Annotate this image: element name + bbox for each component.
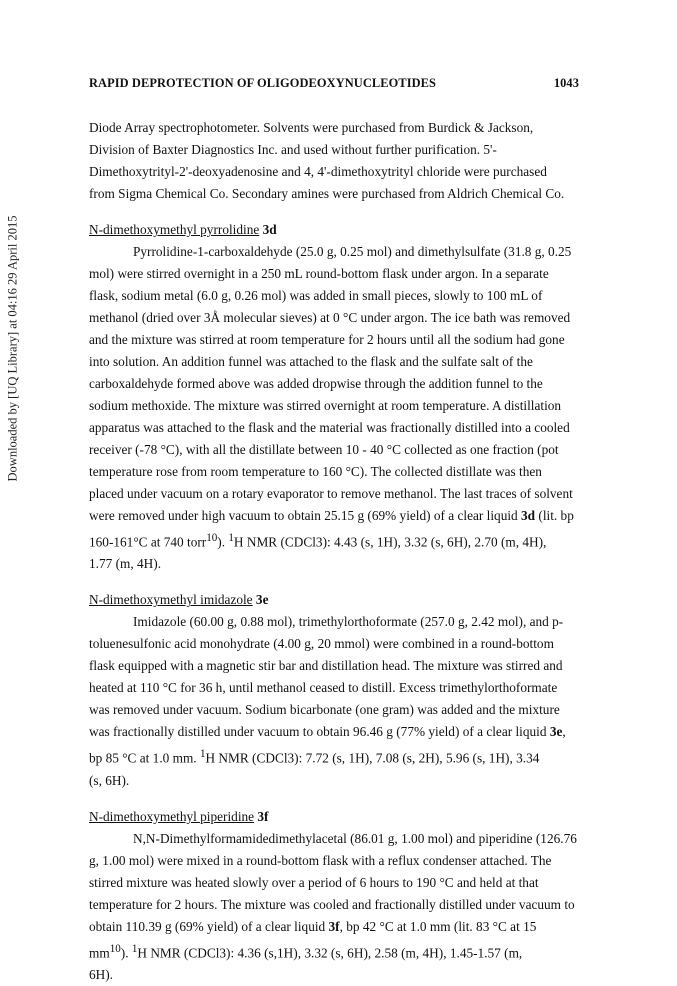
text-line: stirred mixture was heated slowly over a period of 6 hours to 190 °C and held at that bbox=[89, 874, 539, 890]
section-3f bbox=[89, 806, 591, 986]
text-run: obtain 110.39 g (69% yield) of a clear liquid bbox=[89, 918, 329, 934]
text-line: heated at 110 °C for 36 h, until methanol ceased to distill. Excess trimethylorthoformate bbox=[89, 680, 558, 696]
text-line: flask, sodium metal (6.0 g, 0.26 mol) was added in small pieces, slowly to 100 mL of bbox=[89, 288, 543, 303]
text-line: toluenesulfonic acid monohydrate (4.00 g, 20 mmol) were combined in a round-bottom bbox=[89, 636, 554, 652]
page-body bbox=[89, 117, 591, 986]
section-title: N-dimethoxymethyl imidazole bbox=[89, 592, 253, 608]
text-run: , bp 42 °C at 1.0 mm (lit. 83 °C at 15 bbox=[339, 918, 537, 934]
text-line: Dimethoxytrityl-2'-deoxyadenosine and 4, 4'-dimethoxytrityl chloride were purchased bbox=[89, 164, 547, 179]
text-line: flask equipped with a magnetic stir bar and distillation head. The mixture was stirred and bbox=[89, 658, 563, 674]
text-line: N,N-Dimethylformamidedimethylacetal (86.01 g, 1.00 mol) and piperidine (126.76 bbox=[133, 830, 577, 846]
text-run: H NMR (CDCl3): 7.72 (s, 1H), 7.08 (s, 2H), 5.96 (s, 1H), 3.34 bbox=[205, 750, 540, 766]
section-heading bbox=[89, 589, 591, 611]
running-title: RAPID DEPROTECTION OF OLIGODEOXYNUCLEOTIDES bbox=[89, 76, 437, 90]
compound-label: 3d bbox=[521, 508, 536, 523]
isotope-superscript: 1 bbox=[131, 942, 138, 955]
page-number: 1043 bbox=[553, 76, 579, 90]
text-run: were removed under high vacuum to obtain 25.15 g (69% yield) of a clear liquid bbox=[89, 508, 522, 523]
text-line: temperature rose from room temperature to 160 °C). The collected distillate was then bbox=[89, 464, 542, 479]
reference-superscript: 10 bbox=[109, 942, 121, 955]
text-line: 1.77 (m, 4H). bbox=[89, 556, 162, 572]
text-line: placed under vacuum on a rotary evaporator to remove methanol. The last traces of solvent bbox=[89, 486, 573, 501]
text-line bbox=[89, 527, 591, 553]
text-line bbox=[89, 916, 591, 938]
text-run: was fractionally distilled under vacuum to obtain 96.46 g (77% yield) of a clear liquid bbox=[89, 724, 550, 740]
text-run: ). bbox=[217, 534, 229, 550]
text-line bbox=[89, 743, 591, 769]
text-line: g, 1.00 mol) were mixed in a round-bottom flask with a reflux condenser attached. The bbox=[89, 852, 552, 868]
section-heading bbox=[89, 806, 591, 828]
text-line: Division of Baxter Diagnostics Inc. and used without further purification. 5'- bbox=[89, 142, 497, 157]
section-heading bbox=[89, 219, 591, 241]
compound-label: 3d bbox=[262, 222, 277, 237]
text-line bbox=[89, 505, 591, 527]
section-3d bbox=[89, 219, 591, 575]
text-run: ). bbox=[120, 945, 132, 961]
text-line: sodium methoxide. The mixture was stirred overnight at room temperature. A distillation bbox=[89, 398, 562, 413]
reference-superscript: 10 bbox=[206, 532, 218, 544]
text-line bbox=[89, 938, 591, 964]
text-line: temperature for 2 hours. The mixture was cooled and fractionally distilled under vacuum to bbox=[89, 896, 575, 912]
isotope-superscript: 1 bbox=[199, 748, 206, 761]
text-line: from Sigma Chemical Co. Secondary amines were purchased from Aldrich Chemical Co. bbox=[89, 186, 565, 201]
intro-paragraph bbox=[89, 117, 591, 205]
text-line: was removed under vacuum. Sodium bicarbonate (one gram) was added and the mixture bbox=[89, 702, 560, 718]
text-line: (s, 6H). bbox=[89, 772, 130, 788]
text-line: carboxaldehyde formed above was added dropwise through the addition funnel to the bbox=[89, 376, 543, 391]
isotope-superscript: 1 bbox=[228, 532, 234, 544]
text-run: 160-161°C at 740 torr bbox=[89, 534, 207, 550]
text-run: (lit. bp bbox=[535, 508, 574, 523]
compound-label: 3e bbox=[549, 724, 563, 740]
text-run: H NMR (CDCl3): 4.36 (s,1H), 3.32 (s, 6H), 2.58 (m, 4H), 1.45-1.57 (m, bbox=[137, 945, 523, 961]
text-run: , bbox=[562, 724, 566, 740]
text-run: H NMR (CDCl3): 4.43 (s, 1H), 3.32 (s, 6H), 2.70 (m, 4H), bbox=[233, 534, 547, 550]
section-title: N-dimethoxymethyl pyrrolidine bbox=[89, 222, 260, 237]
running-head bbox=[89, 76, 579, 91]
text-line: receiver (-78 °C), with all the distillate between 10 - 40 °C collected as one fraction (pot bbox=[89, 442, 559, 457]
text-line: and the mixture was stirred at room temperature for 2 hours until all the sodium had gone bbox=[89, 332, 565, 347]
text-line: Diode Array spectrophotometer. Solvents were purchased from Burdick & Jackson, bbox=[89, 120, 534, 135]
text-run: bp 85 °C at 1.0 mm. bbox=[89, 750, 200, 766]
download-note: Downloaded by [UQ Library] at 04:16 29 April 2015 bbox=[5, 215, 20, 481]
section-3e bbox=[89, 589, 591, 791]
text-run: mm bbox=[89, 945, 110, 961]
text-line: mol) were stirred overnight in a 250 mL round-bottom flask under argon. In a separate bbox=[89, 266, 549, 281]
text-line: Imidazole (60.00 g, 0.88 mol), trimethylorthoformate (257.0 g, 2.42 mol), and p- bbox=[133, 614, 564, 630]
compound-label: 3f bbox=[257, 808, 269, 824]
text-line: apparatus was attached to the flask and the material was fractionally distilled into a cooled bbox=[89, 420, 570, 435]
download-watermark bbox=[2, 88, 24, 608]
text-line: 6H). bbox=[89, 967, 114, 983]
text-line: Pyrrolidine-1-carboxaldehyde (25.0 g, 0.25 mol) and dimethylsulfate (31.8 g, 0.25 bbox=[133, 244, 572, 259]
compound-label: 3f bbox=[328, 918, 340, 934]
text-line: into solution. An addition funnel was attached to the flask and the sulfate salt of the bbox=[89, 354, 533, 369]
text-line bbox=[89, 721, 591, 743]
text-line: methanol (dried over 3Å molecular sieves) at 0 °C under argon. The ice bath was removed bbox=[89, 310, 571, 325]
compound-label: 3e bbox=[255, 592, 269, 608]
section-title: N-dimethoxymethyl piperidine bbox=[89, 808, 255, 824]
